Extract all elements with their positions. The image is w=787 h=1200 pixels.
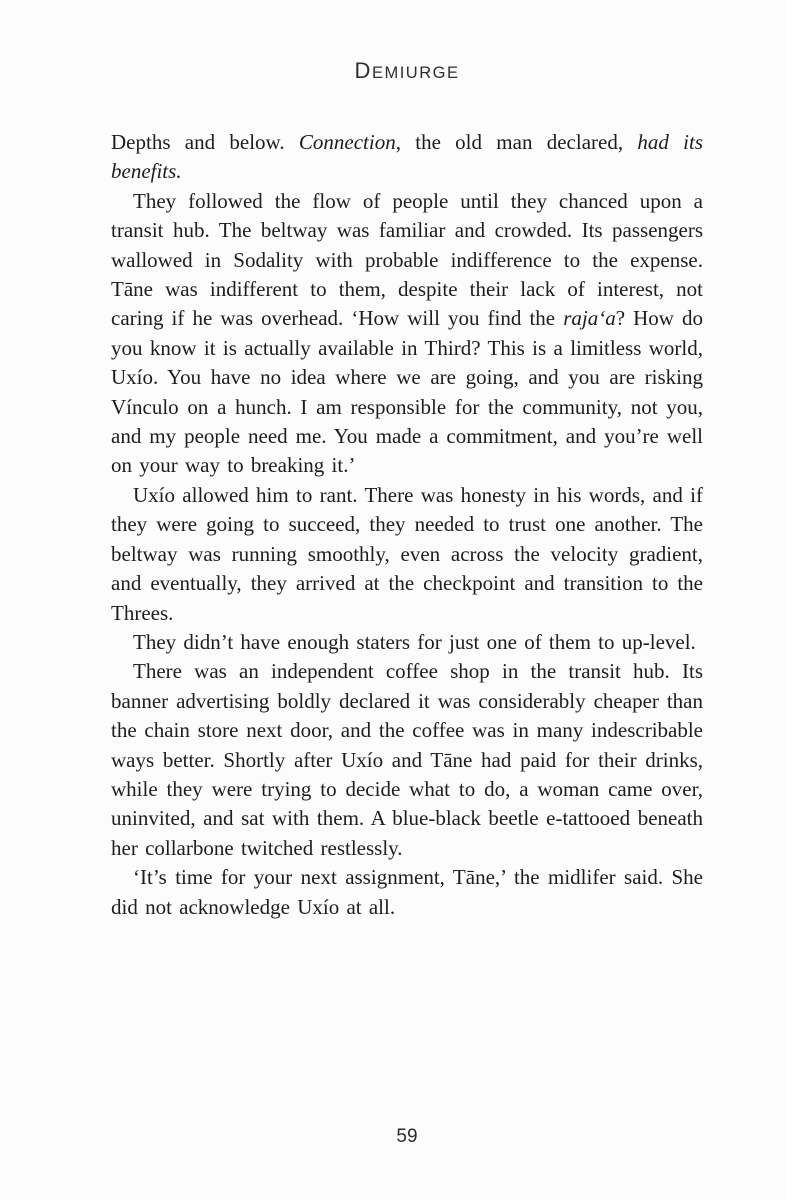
italic-text-run: had its benefits. bbox=[111, 130, 703, 184]
text-run: They didn’t have enough staters for just one of them to up-level. bbox=[133, 629, 696, 654]
paragraph bbox=[111, 863, 703, 922]
italic-text-run: Connection bbox=[298, 130, 396, 154]
page-number: 59 bbox=[396, 1126, 418, 1147]
text-run: They followed the flow of people until they chanced upon a transit hub. The beltway was familiar and crowded. Its passengers wallowed in Sodality with probable indifference to the expense. Tāne was indifferent to them, despite their lack of interest, not caring if he was overhead. ‘How will you find the bbox=[111, 188, 703, 331]
text-run: There was an independent coffee shop in the transit hub. Its banner advertising boldly declared it was considerably cheaper than the chain store next door, and the coffee was in many indescribable ways better. Shortly after Uxío and Tāne had paid for their drinks, while they were trying to decide what to do, a woman came over, uninvited, and sat with them. A blue-black beetle e-tattooed beneath her collarbone twitched restlessly. bbox=[111, 659, 703, 860]
text-run: Uxío allowed him to rant. There was honesty in his words, and if they were going to succeed, they needed to trust one another. The beltway was running smoothly, even across the velocity gradient, and eventually, they arrived at the checkpoint and transition to the Threes. bbox=[111, 482, 703, 625]
text-run: ? How do you know it is actually available in Third? This is a limitless world, Uxío. You have no idea where we are going, and you are risking Vínculo on a hunch. I am responsible for the community, not you, and my people need me. You made a commitment, and you’re well on your way to breaking it.’ bbox=[111, 306, 703, 478]
paragraph bbox=[111, 657, 703, 863]
text-run: , the old man declared, bbox=[395, 130, 638, 154]
paragraph bbox=[111, 628, 703, 657]
body-text bbox=[111, 128, 703, 922]
text-run: Depths and below. bbox=[111, 130, 299, 154]
paragraph bbox=[111, 187, 703, 481]
paragraph bbox=[111, 481, 703, 628]
paragraph bbox=[111, 128, 703, 187]
text-run: ‘It’s time for your next assignment, Tāne,’ the midlifer said. She did not acknowledge Uxío at all. bbox=[111, 865, 703, 919]
italic-text-run: rajaʻa bbox=[563, 306, 616, 331]
running-header: DEMIURGE bbox=[354, 58, 460, 83]
